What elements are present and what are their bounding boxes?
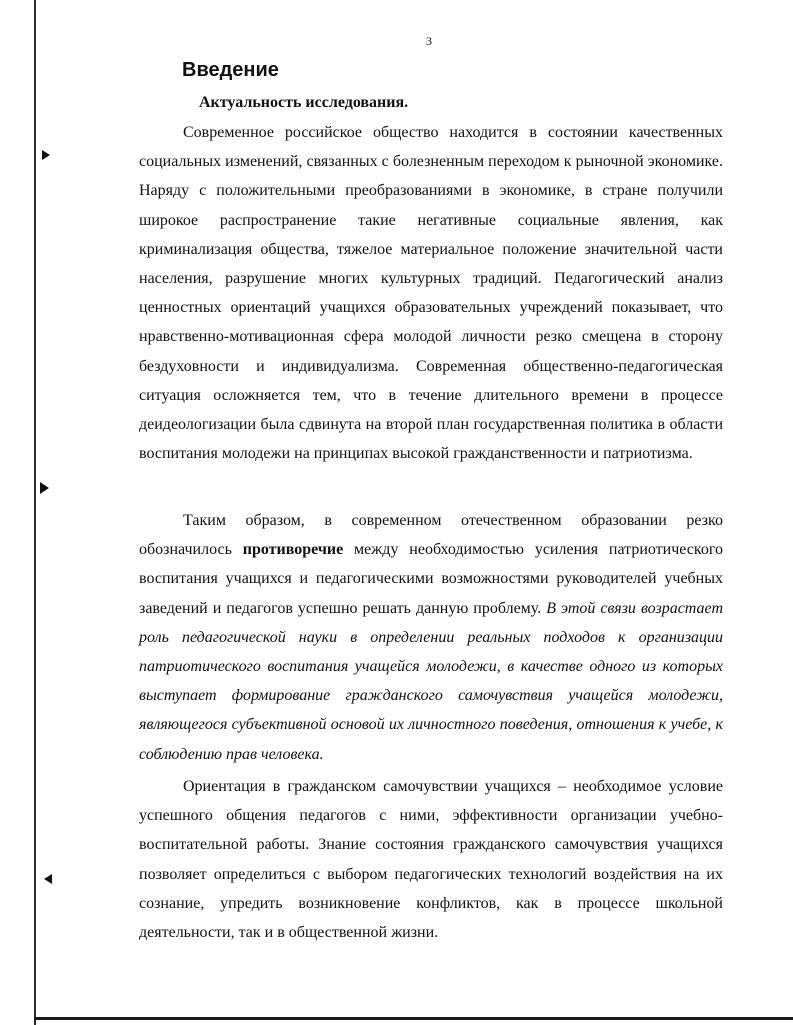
paragraph-contradiction [139,506,723,769]
scan-left-edge [34,0,36,1025]
subsection-heading: Актуальность исследования. [199,94,409,111]
italic-statement: В этой связи возрастает роль педагогической науки в определении реальных подходов к организации патриотического воспитания учащейся молодежи, в качестве одного из которых выступает формирование гражданского самочувствия учащейся молодежи, являющегося субъективной основой их личностного поведения, отношения к учебе, к соблюдению прав человека. [139,599,724,763]
paragraph-text: Таким образом, в современном отечественном образовании резко обозначилось [139,512,723,559]
scan-artifact-mark [40,482,49,494]
page-number: 3 [426,34,432,48]
paragraph-orientation: Ориентация в гражданском самочувствии учащихся – необходимое условие успешного общения педагогов с ними, эффективности организации учебно-воспитательной работы. Знание состояния гражданского самочувствия учащихся позволяет определиться с выбором педагогических технологий воздействия на их сознание, упредить возникновение конфликтов, как в процессе школьной деятельности, так и в общественной жизни. [139,778,723,942]
scan-bottom-edge [34,1017,793,1020]
scan-artifact-mark [44,874,52,884]
scan-artifact-mark [42,150,50,160]
paragraph-relevance: Современное российское общество находится в состоянии качественных социальных изменений, связанных с болезненным переходом к рыночной экономике. Наряду с положительными преобразованиями в экономике, в стране получили широкое распространение такие негативные социальные явления, как криминализация общества, тяжелое материальное положение значительной части населения, разрушение многих культурных традиций. Педагогический анализ ценностных ориентаций учащихся образовательных учреждений показывает, что нравственно-мотивационная сфера молодой личности резко смещена в сторону бездуховности и индивидуализма. Современная общественно-педагогическая ситуация осложняется тем, что в течение длительного времени в процессе деидеологизации была сдвинута на второй план государственная политика в области воспитания молодежи на принципах высокой гражданственности и патриотизма. [139,124,723,463]
paragraph-text: между необходимостью усиления патриотического воспитания учащихся и педагогическими возможностями руководителей учебных заведений и педагогов успешно решать данную проблему. [139,541,724,617]
section-heading: Введение [182,59,279,81]
emphasized-term: противоречие [242,541,344,559]
